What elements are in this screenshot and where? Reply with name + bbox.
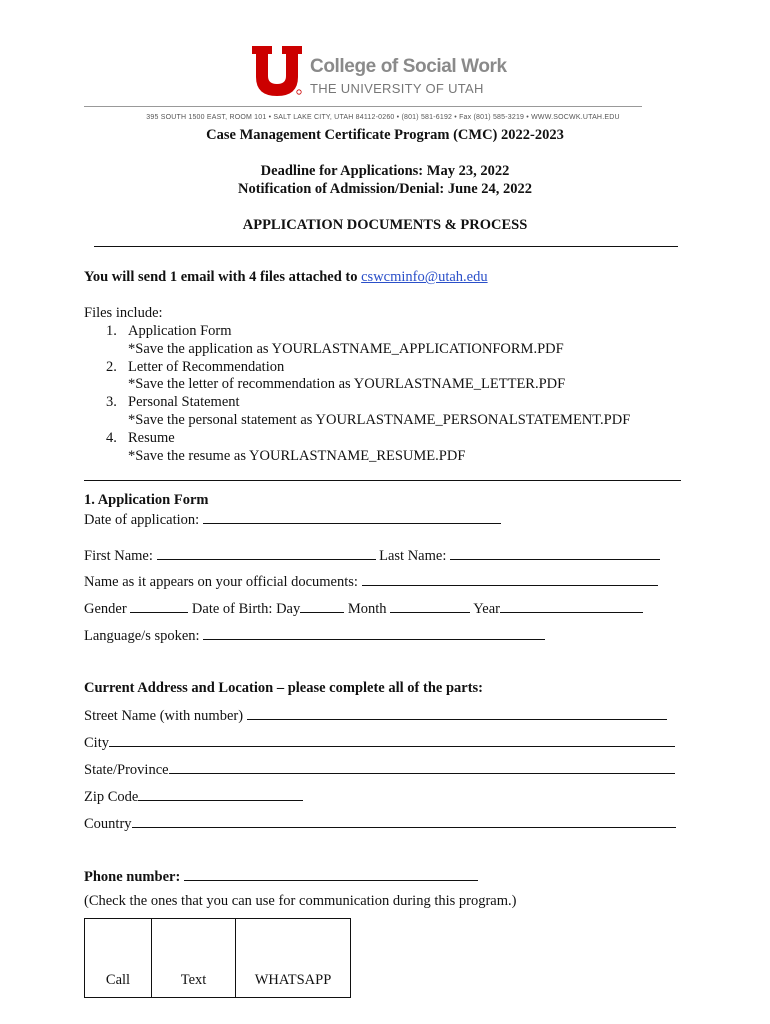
phone-row: Phone number:	[84, 867, 478, 886]
option-call-label: Call	[105, 972, 131, 988]
college-name: College of Social Work	[310, 56, 507, 77]
zip-row: Zip Code	[84, 787, 303, 806]
page-title: Case Management Certificate Program (CMC) 2022-2023	[206, 127, 564, 143]
street-field[interactable]	[247, 706, 667, 720]
file-name: Letter of Recommendation	[128, 358, 285, 375]
files-intro: Files include:	[84, 305, 163, 321]
list-item: 4. Resume	[106, 429, 175, 446]
street-row: Street Name (with number)	[84, 706, 667, 725]
zip-field[interactable]	[138, 787, 303, 801]
date-row: Date of application:	[84, 510, 501, 529]
university-name: THE UNIVERSITY OF UTAH	[310, 81, 484, 96]
list-item: 2. Letter of Recommendation	[106, 358, 285, 375]
file-note: *Save the personal statement as YOURLASTNAME_PERSONALSTATEMENT.PDF	[128, 411, 631, 428]
gender-dob-row: Gender Date of Birth: Day Month Year	[84, 599, 643, 618]
file-note: *Save the resume as YOURLASTNAME_RESUME.PDF	[128, 447, 466, 464]
form-heading: 1. Application Form	[84, 492, 209, 508]
date-field[interactable]	[203, 510, 501, 524]
official-name-row: Name as it appears on your official documents:	[84, 572, 658, 591]
section-divider	[94, 246, 678, 247]
university-u-logo-icon	[252, 46, 302, 96]
first-name-field[interactable]	[157, 546, 376, 560]
email-link[interactable]: cswcminfo@utah.edu	[361, 269, 488, 285]
official-name-field[interactable]	[362, 572, 658, 586]
option-whatsapp-label: WHATSAPP	[254, 972, 332, 988]
city-row: City	[84, 733, 675, 752]
language-row: Language/s spoken:	[84, 626, 545, 645]
email-instruction	[84, 269, 488, 286]
list-item: 3. Personal Statement	[106, 394, 240, 411]
header-divider	[84, 106, 642, 107]
address-heading: Current Address and Location – please complete all of the parts:	[84, 680, 484, 696]
file-note: *Save the application as YOURLASTNAME_APPLICATIONFORM.PDF	[128, 340, 564, 357]
file-name: Personal Statement	[128, 394, 240, 411]
option-whatsapp-cell[interactable]	[236, 919, 351, 998]
option-text-cell[interactable]	[152, 919, 236, 998]
state-field[interactable]	[169, 760, 675, 774]
dob-month-field[interactable]	[390, 599, 470, 613]
deadline-text: Deadline for Applications: May 23, 2022	[260, 163, 510, 179]
country-field[interactable]	[132, 814, 676, 828]
dob-year-field[interactable]	[500, 599, 643, 613]
gender-field[interactable]	[130, 599, 188, 613]
file-note: *Save the letter of recommendation as YOURLASTNAME_LETTER.PDF	[128, 376, 566, 393]
option-call-cell[interactable]	[85, 919, 152, 998]
email-intro-text: You will send 1 email with 4 files attached to	[84, 269, 358, 285]
option-text-label: Text	[180, 972, 207, 988]
language-field[interactable]	[203, 626, 545, 640]
notification-text: Notification of Admission/Denial: June 24, 2022	[237, 181, 533, 197]
country-row: Country	[84, 814, 676, 833]
college-address: 395 SOUTH 1500 EAST, ROOM 101 • SALT LAKE CITY, UTAH 84112-0260 • (801) 581-6192 • Fax (801) 585-3219 • WWW.SOCWK.UTAH.EDU	[146, 114, 620, 121]
file-name: Resume	[128, 429, 175, 446]
file-name: Application Form	[128, 323, 232, 339]
contact-options-table	[84, 918, 351, 998]
phone-field[interactable]	[184, 867, 478, 881]
files-divider	[84, 480, 681, 481]
state-row: State/Province	[84, 760, 675, 779]
section-heading: APPLICATION DOCUMENTS & PROCESS	[242, 217, 528, 233]
phone-note: (Check the ones that you can use for communication during this program.)	[84, 893, 517, 909]
files-list	[106, 323, 630, 465]
dob-day-field[interactable]	[300, 599, 344, 613]
name-row: First Name: Last Name:	[84, 546, 660, 565]
last-name-field[interactable]	[450, 546, 660, 560]
list-item: 1. Application Form	[106, 323, 232, 339]
city-field[interactable]	[109, 733, 675, 747]
